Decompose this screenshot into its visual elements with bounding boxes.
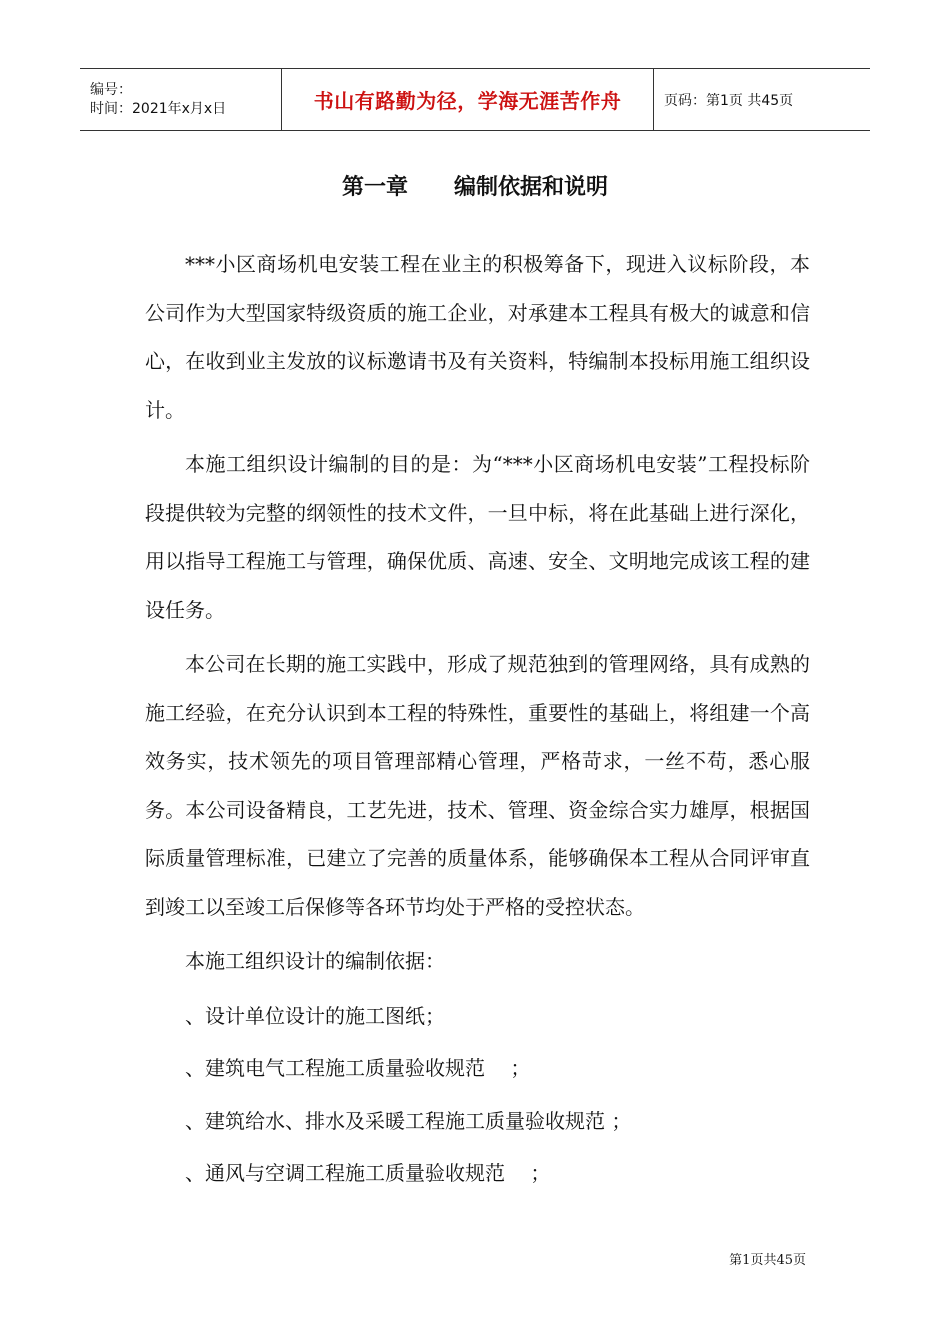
motto-text: 书山有路勤为径，学海无涯苦作舟 [313,89,622,113]
basis-list-item: 、设计单位设计的施工图纸； [185,1003,445,1028]
date-label: 时间：2021年x月x日 [90,100,227,117]
page-footer: 第1页共45页 [729,1253,806,1268]
paragraph: 本施工组织设计的编制依据： [185,949,445,973]
paragraph: ***小区商场机电安装工程在业主的积极筹备下，现进入议标阶段，本公司作为大型国家特级资质的施工企业，对承建本工程具有极大的诚意和信心，在收到业主发放的议标邀请书及有关资料，特编制本投标用施工组织设计。 [145,252,810,422]
page-label: 页码：第1页 共45页 [664,92,794,109]
number-label: 编号： [90,81,132,98]
document-body [145,240,810,1202]
page-header [80,68,870,131]
basis-list-item: 、建筑给水、排水及采暖工程施工质量验收规范 ； [185,1108,632,1133]
header-meta [80,69,282,130]
basis-list-item: 、建筑电气工程施工质量验收规范 ； [185,1056,531,1080]
header-motto [282,69,654,130]
basis-list-item: 、通风与空调工程施工质量验收规范 ； [185,1161,551,1185]
paragraph: 本施工组织设计编制的目的是：为“***小区商场机电安装”工程投标阶段提供较为完整的纲领性的技术文件，一旦中标，将在此基础上进行深化，用以指导工程施工与管理，确保优质、高速、安全、文明地完成该工程的建设任务。 [145,452,810,622]
paragraph: 本公司在长期的施工实践中，形成了规范独到的管理网络，具有成熟的施工经验，在充分认识到本工程的特殊性，重要性的基础上，将组建一个高效务实，技术领先的项目管理部精心管理，严格苛求，一丝不苟，悉心服务。本公司设备精良，工艺先进，技术、管理、资金综合实力雄厚，根据国际质量管理标准，已建立了完善的质量体系，能够确保本工程从合同评审直到竣工以至竣工后保修等各环节均处于严格的受控状态。 [145,652,810,919]
chapter-title: 第一章 编制依据和说明 [342,175,608,200]
header-page-info [654,69,870,130]
